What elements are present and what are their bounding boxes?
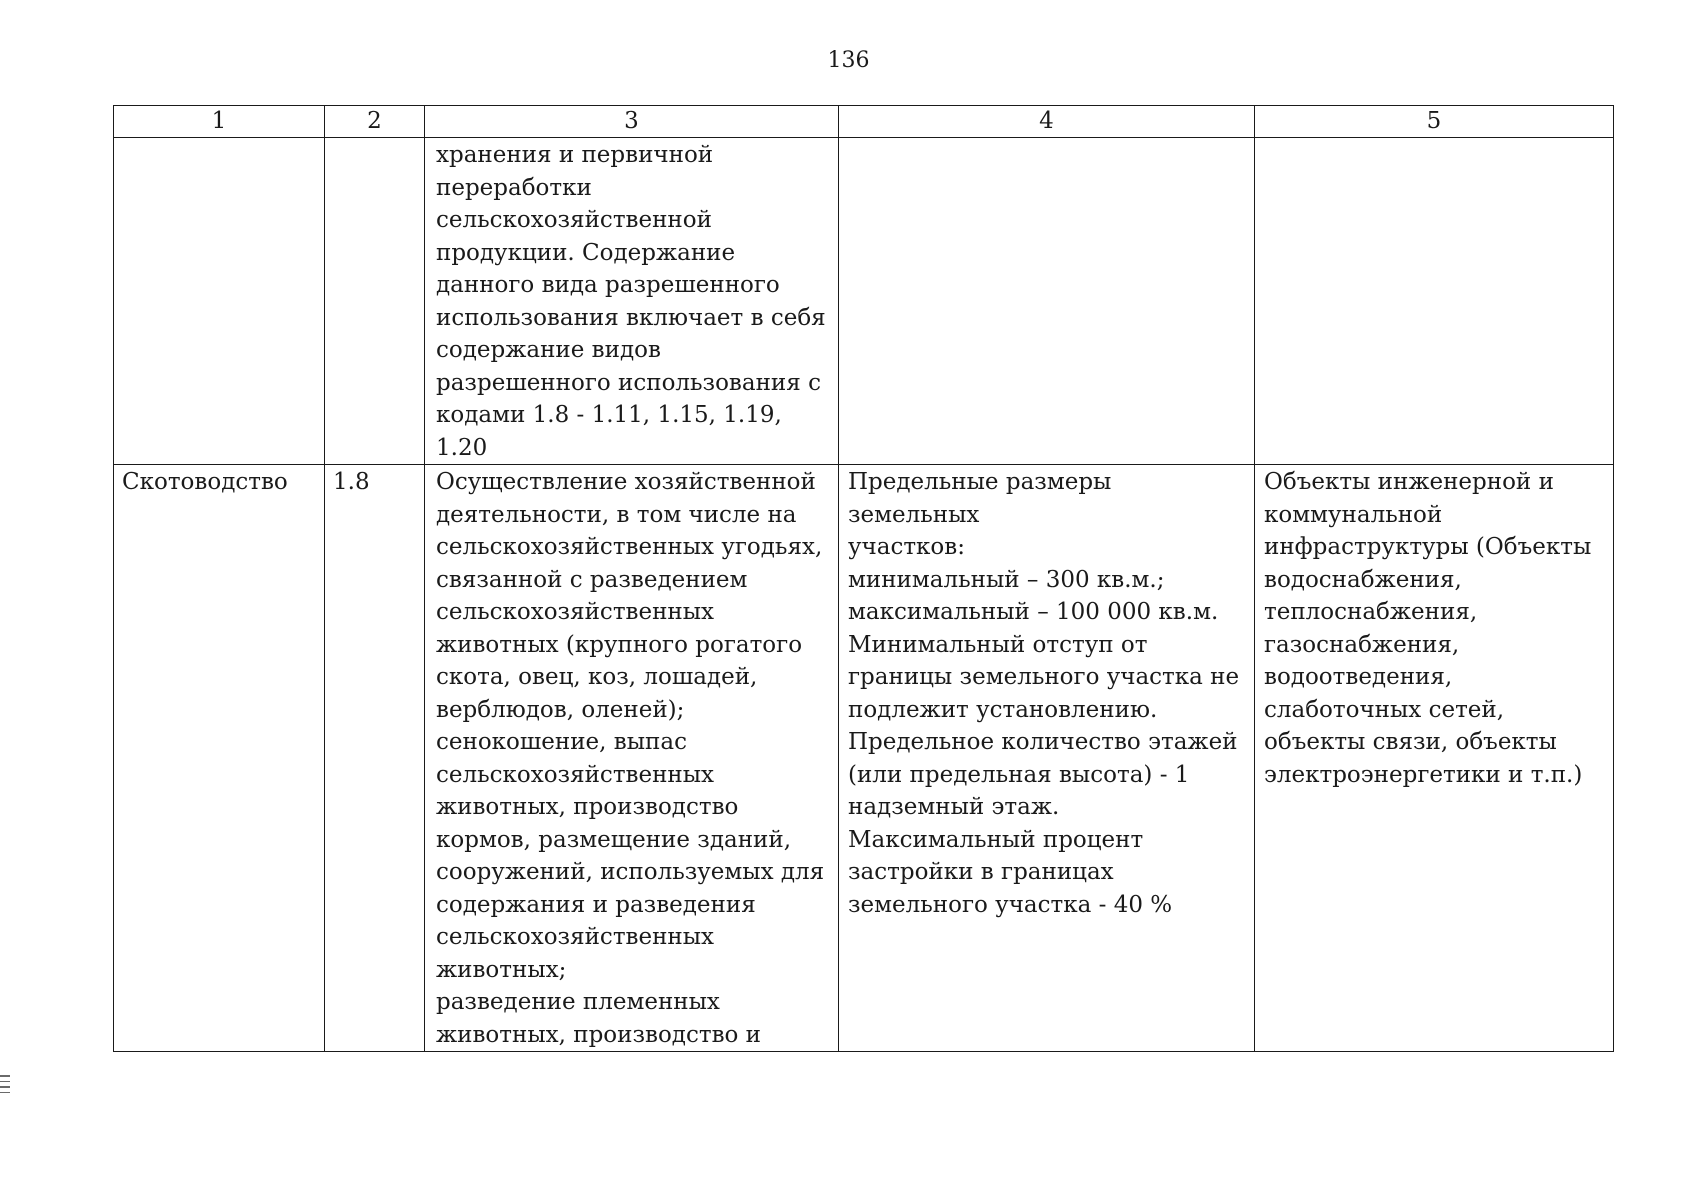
table-cell — [1255, 465, 1614, 1052]
table-cell — [839, 465, 1255, 1052]
cell-text: хранения и первичной переработки сельскохозяйственной продукции. Содержание данного вида разрешенного использования включает в себя содержание видов разрешенного использования с кодами 1.8 - 1.11, 1.15, 1.19, 1.20 — [436, 142, 826, 461]
table-cell — [839, 138, 1255, 465]
table-cell — [1255, 138, 1614, 465]
column-header-3: 3 — [425, 106, 839, 138]
table-header-row — [114, 106, 1614, 138]
scan-edge-mark — [0, 1075, 10, 1093]
column-header-1: 1 — [114, 106, 325, 138]
table-cell — [114, 138, 325, 465]
table-cell — [325, 465, 425, 1052]
table-row — [114, 465, 1614, 1052]
use-type-description: Осуществление хозяйственной деятельности, в том числе на сельскохозяйственных угодьях, связанной с разведением сельскохозяйственных животных (крупного рогатого скота, овец, коз, лошадей, верблюдов, оленей); сенокошение, выпас сельскохозяйственных животных, производство кормов, размещение зданий, сооружений, используемых для содержания и разведения сельскохозяйственных животных; разведение племенных животных, производство и — [436, 469, 825, 1048]
page-number: 136 — [827, 48, 870, 73]
parcel-limits: Предельные размеры земельных участков: минимальный – 300 кв.м.; максимальный – 100 000 кв.м. Минимальный отступ от границы земельного участка не подлежит установлению. Предельное количество этажей (или предельная высота) - 1 надземный этаж. Максимальный процент застройки в границах земельного участка - 40 % — [848, 469, 1240, 918]
table-row — [114, 138, 1614, 465]
table-cell — [425, 138, 839, 465]
table-cell — [114, 465, 325, 1052]
table-cell — [425, 465, 839, 1052]
infrastructure-objects: Объекты инженерной и коммунальной инфраструктуры (Объекты водоснабжения, теплоснабжения, газоснабжения, водоотведения, слаботочных сетей, объекты связи, объекты электроэнергетики и т.п.) — [1264, 469, 1592, 788]
regulations-table — [113, 105, 1614, 1052]
table-cell — [325, 138, 425, 465]
column-header-5: 5 — [1255, 106, 1614, 138]
column-header-4: 4 — [839, 106, 1255, 138]
use-type-code: 1.8 — [333, 469, 370, 495]
use-type-name: Скотоводство — [122, 469, 288, 495]
column-header-2: 2 — [325, 106, 425, 138]
